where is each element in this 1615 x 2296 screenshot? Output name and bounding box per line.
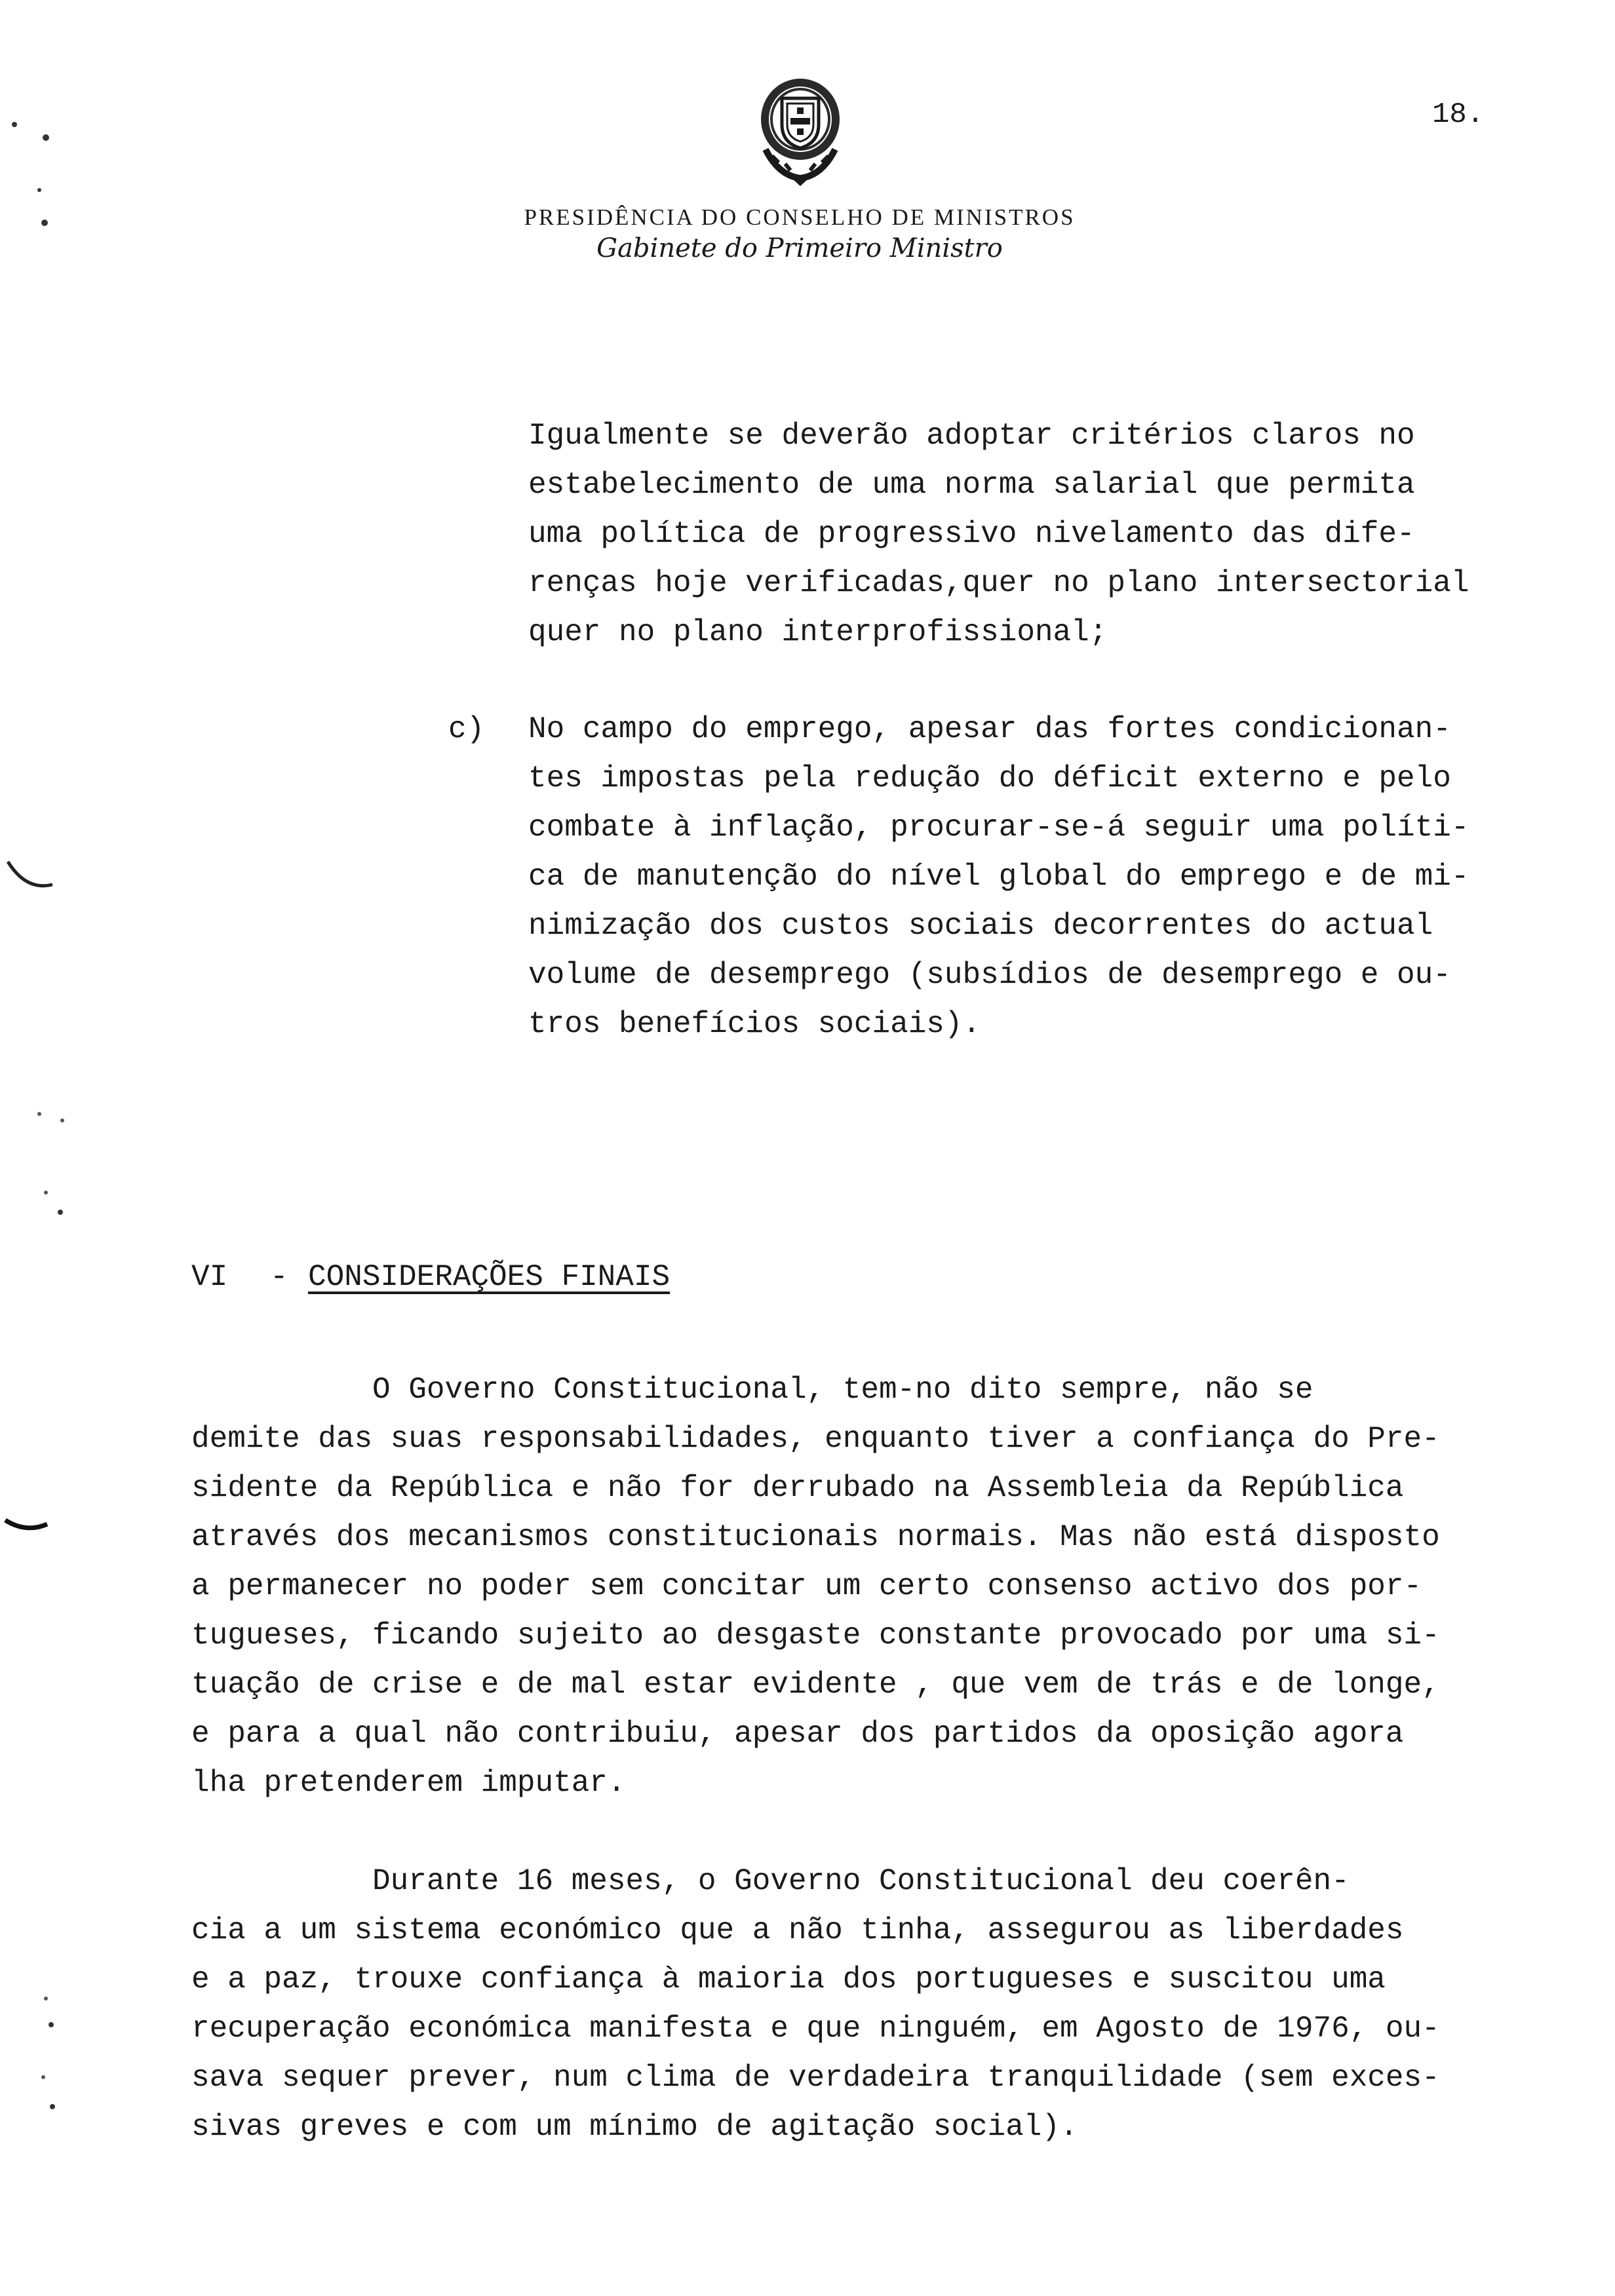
- section-title: CONSIDERAÇÕES FINAIS: [308, 1260, 671, 1294]
- text-line: tuação de crise e de mal estar evidente , que vem de trás e de longe,: [191, 1668, 1440, 1702]
- text-line: sava sequer prever, num clima de verdadeira tranquilidade (sem exces-: [191, 2061, 1440, 2095]
- text-line: volume de desemprego (subsídios de desemprego e ou-: [528, 958, 1451, 992]
- text-line: sidente da República e não for derrubado na Assembleia da República: [191, 1471, 1404, 1505]
- scan-margin-marks: [0, 1501, 72, 2221]
- text-line: Igualmente se deverão adoptar critérios claros no: [528, 419, 1415, 453]
- text-line: ca de manutenção do nível global do emprego e de mi-: [528, 860, 1469, 894]
- text-line: a permanecer no poder sem concitar um certo consenso activo dos por-: [191, 1569, 1422, 1603]
- text-line: tes impostas pela redução do déficit externo e pelo: [528, 761, 1451, 795]
- page-number: 18.: [1432, 98, 1485, 131]
- section-dash: -: [270, 1260, 288, 1294]
- item-label: c): [448, 712, 485, 746]
- text-line: quer no plano interprofissional;: [528, 615, 1108, 649]
- text-line: estabelecimento de uma norma salarial que permita: [528, 468, 1415, 502]
- text-line: e para a qual não contribuiu, apesar dos partidos da oposição agora: [191, 1717, 1404, 1751]
- office-title: PRESIDÊNCIA DO CONSELHO DE MINISTROS: [524, 204, 1076, 230]
- text-line: No campo do emprego, apesar das fortes condicionan-: [528, 712, 1451, 746]
- scan-margin-marks: [0, 111, 72, 1324]
- text-line: e a paz, trouxe confiança à maioria dos portugueses e suscitou uma: [191, 1962, 1386, 1997]
- text-line: renças hoje verificadas,quer no plano intersectorial: [528, 566, 1469, 600]
- section-number: VI: [191, 1260, 228, 1294]
- text-line: combate à inflação, procurar-se-á seguir uma políti-: [528, 811, 1469, 845]
- text-line: nimização dos custos sociais decorrentes do actual: [528, 909, 1433, 943]
- text-line: demite das suas responsabilidades, enquanto tiver a confiança do Pre-: [191, 1422, 1440, 1456]
- coat-of-arms-emblem: [746, 71, 855, 186]
- text-line: tros benefícios sociais).: [528, 1007, 981, 1041]
- text-line: cia a um sistema económico que a não tinha, assegurou as liberdades: [191, 1913, 1404, 1947]
- text-line: sivas greves e com um mínimo de agitação social).: [191, 2110, 1078, 2144]
- text-line: tugueses, ficando sujeito ao desgaste constante provocado por uma si-: [191, 1618, 1440, 1653]
- text-line: recuperação económica manifesta e que ninguém, em Agosto de 1976, ou-: [191, 2012, 1440, 2046]
- text-line: Durante 16 meses, o Governo Constitucional deu coerên-: [191, 1864, 1350, 1898]
- text-line: O Governo Constitucional, tem-no dito sempre, não se: [191, 1373, 1313, 1407]
- office-subtitle: Gabinete do Primeiro Ministro: [596, 233, 1003, 263]
- text-line: através dos mecanismos constitucionais normais. Mas não está disposto: [191, 1520, 1440, 1554]
- text-line: lha pretenderem imputar.: [191, 1766, 626, 1800]
- text-line: uma política de progressivo nivelamento das dife-: [528, 517, 1415, 551]
